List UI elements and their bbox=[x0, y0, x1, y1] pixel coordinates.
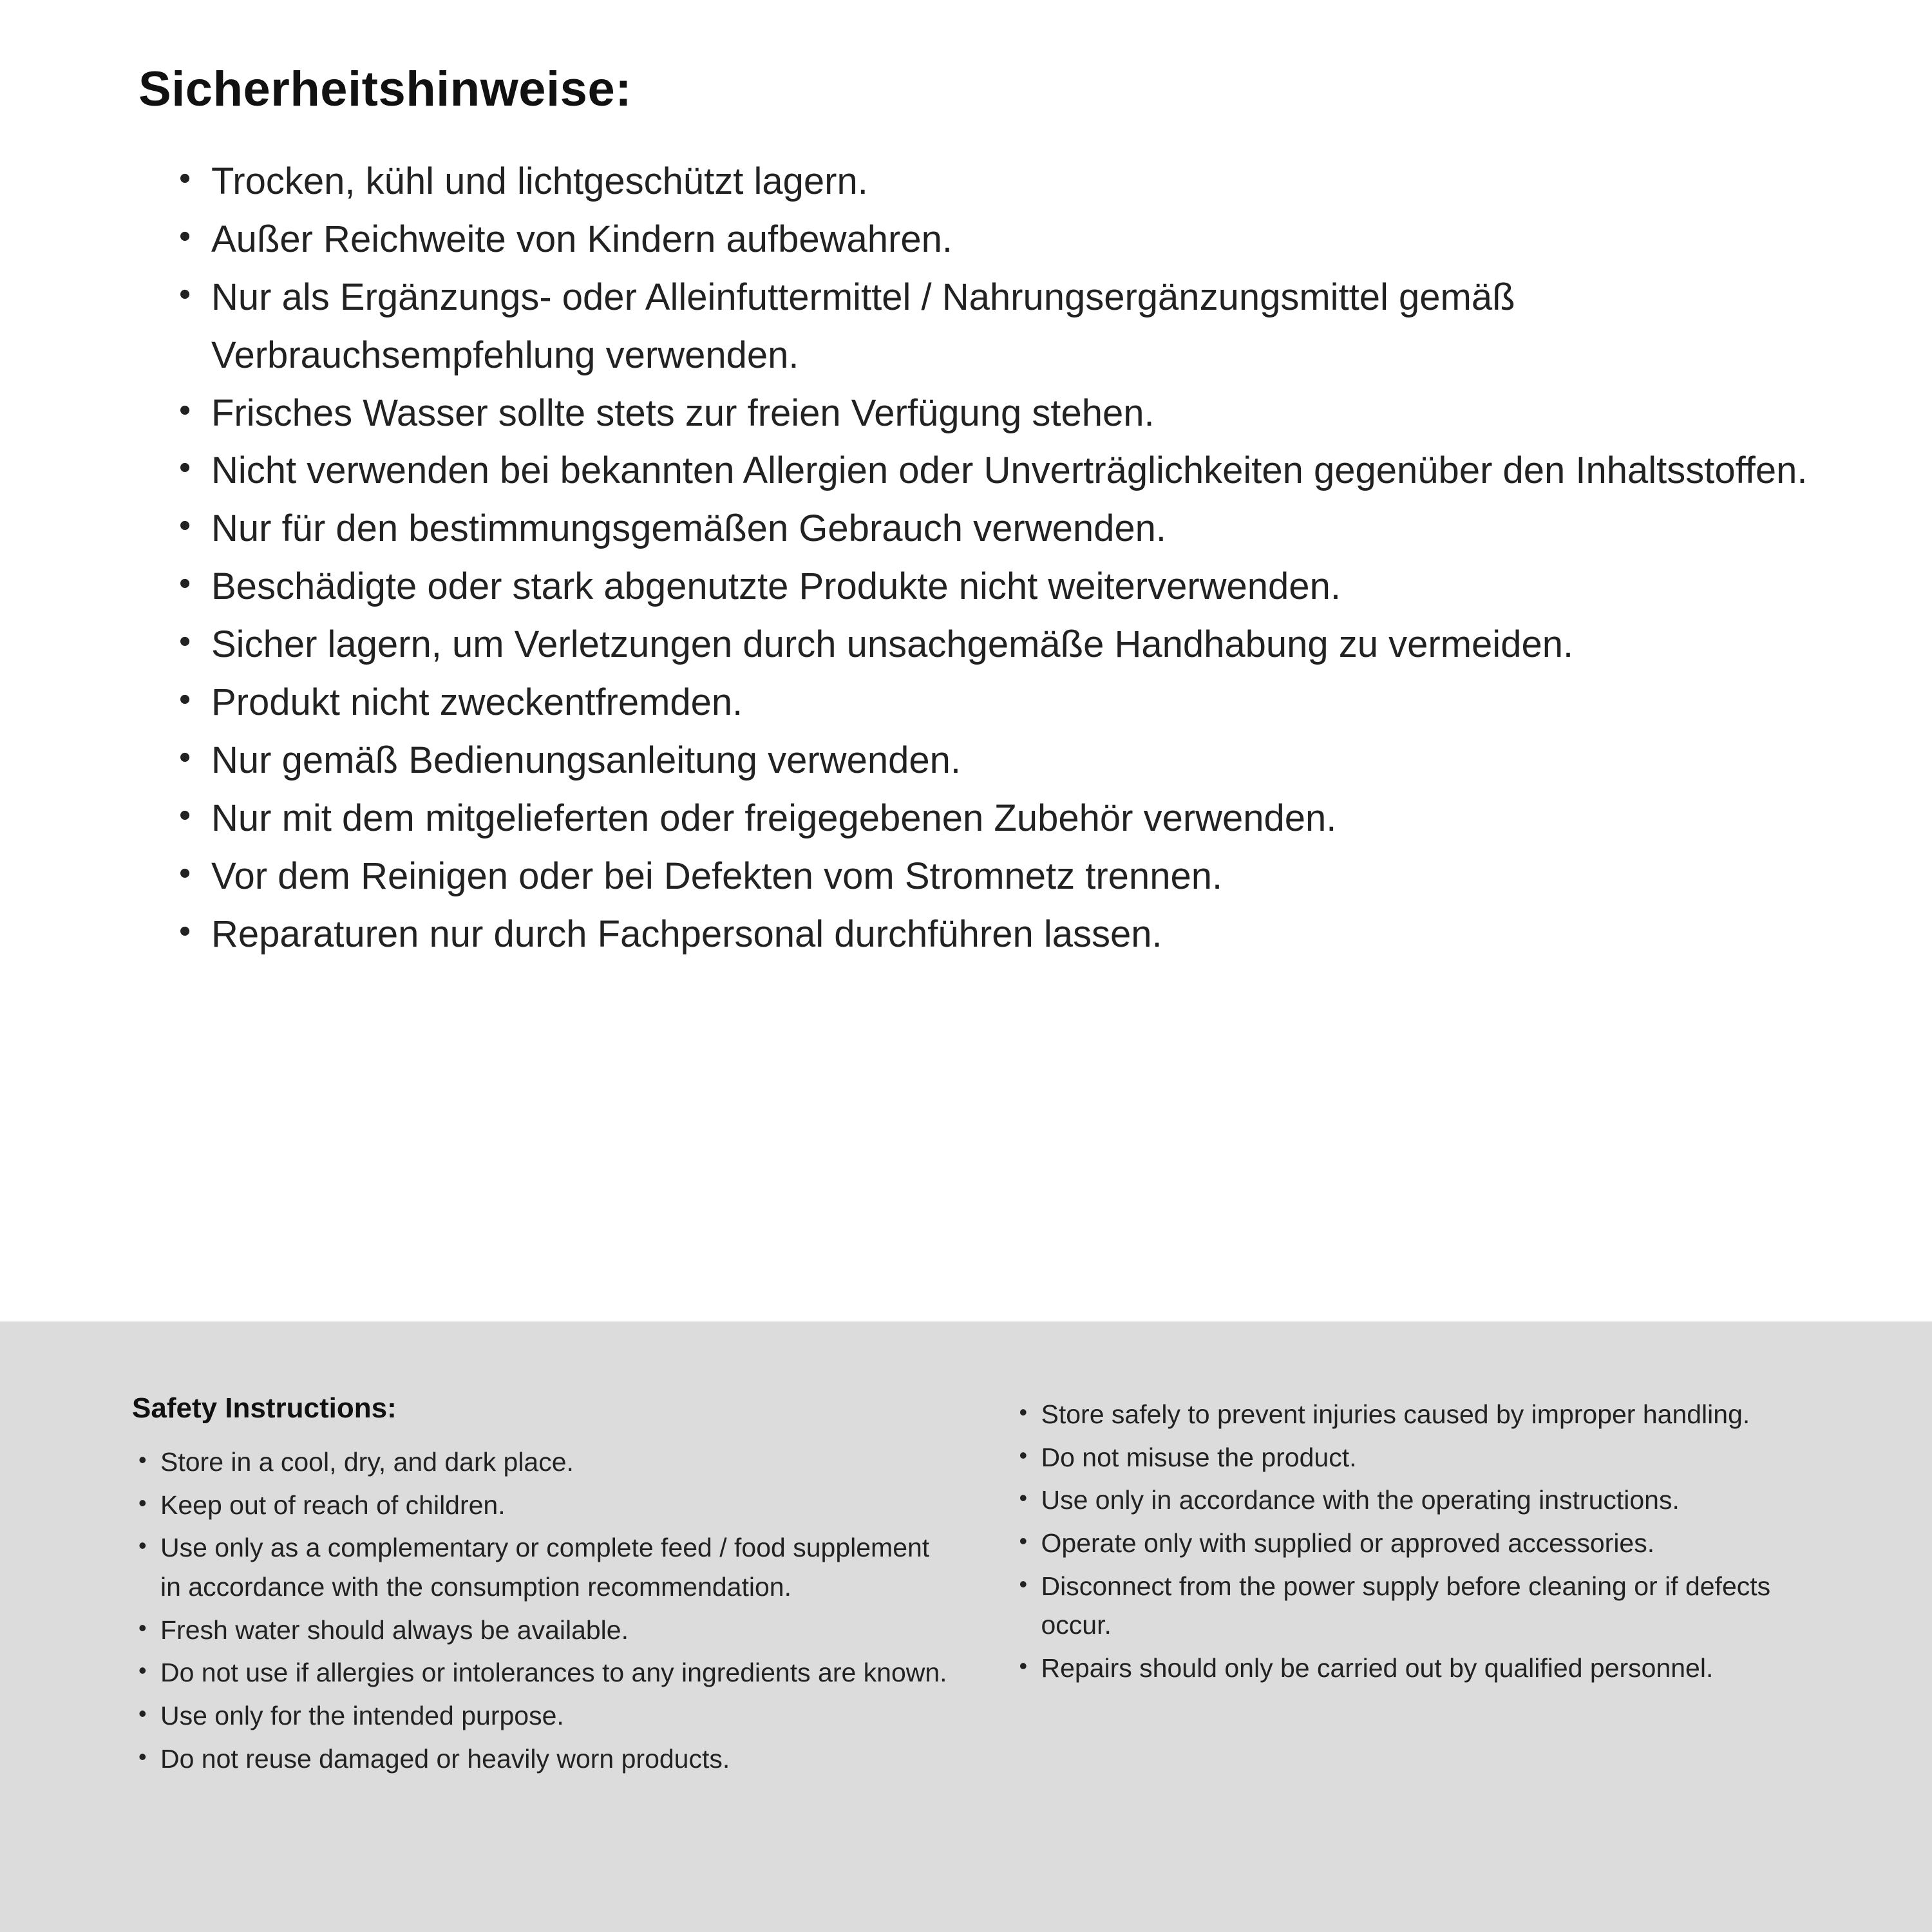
german-bullet-list bbox=[138, 153, 1835, 963]
list-item: • Repairs should only be carried out by qualified personnel. bbox=[1013, 1649, 1836, 1688]
english-safety-section bbox=[0, 1321, 1932, 1932]
list-item: • Use only in accordance with the operating instructions. bbox=[1013, 1481, 1836, 1520]
english-columns bbox=[132, 1392, 1835, 1782]
german-section-title: Sicherheitshinweise: bbox=[138, 62, 632, 117]
list-item: • Frisches Wasser sollte stets zur freien Verfügung stehen. bbox=[174, 384, 1835, 442]
list-item: • Store in a cool, dry, and dark place. bbox=[132, 1443, 955, 1482]
english-left-column bbox=[132, 1392, 955, 1782]
list-item: • Beschädigte oder stark abgenutzte Produkte nicht weiterverwenden. bbox=[174, 558, 1835, 616]
english-right-column bbox=[1013, 1392, 1836, 1782]
list-item: • Produkt nicht zweckentfremden. bbox=[174, 674, 1835, 732]
list-item: • Vor dem Reinigen oder bei Defekten vom Stromnetz trennen. bbox=[174, 848, 1835, 905]
list-item: • Operate only with supplied or approved accessories. bbox=[1013, 1524, 1836, 1563]
list-item: • Keep out of reach of children. bbox=[132, 1486, 955, 1525]
list-item: • Disconnect from the power supply before cleaning or if defects occur. bbox=[1013, 1567, 1836, 1645]
list-item: • Nur gemäß Bedienungsanleitung verwenden. bbox=[174, 732, 1835, 790]
list-item: • Außer Reichweite von Kindern aufbewahren. bbox=[174, 211, 1835, 269]
list-item: • Reparaturen nur durch Fachpersonal durchführen lassen. bbox=[174, 905, 1835, 963]
english-left-bullet-list bbox=[132, 1443, 955, 1778]
list-item: • Use only as a complementary or complete feed / food supplement in accordance with the consumption recommendation. bbox=[132, 1528, 955, 1606]
list-item: • Sicher lagern, um Verletzungen durch unsachgemäße Handhabung zu vermeiden. bbox=[174, 616, 1835, 674]
list-item: • Nur als Ergänzungs- oder Alleinfuttermittel / Nahrungsergänzungsmittel gemäß Verbrauchsempfehlung verwenden. bbox=[174, 269, 1835, 384]
list-item: • Do not misuse the product. bbox=[1013, 1438, 1836, 1477]
list-item: • Use only for the intended purpose. bbox=[132, 1696, 955, 1736]
english-right-bullet-list bbox=[1013, 1392, 1836, 1688]
list-item: • Fresh water should always be available. bbox=[132, 1611, 955, 1650]
list-item: • Store safely to prevent injuries caused by improper handling. bbox=[1013, 1395, 1836, 1434]
list-item: • Nur mit dem mitgelieferten oder freigegebenen Zubehör verwenden. bbox=[174, 790, 1835, 848]
list-item: • Trocken, kühl und lichtgeschützt lagern. bbox=[174, 153, 1835, 211]
list-item: • Do not reuse damaged or heavily worn products. bbox=[132, 1739, 955, 1779]
list-item: • Nicht verwenden bei bekannten Allergien oder Unverträglichkeiten gegenüber den Inhaltsstoffen. bbox=[174, 442, 1835, 500]
list-item: • Nur für den bestimmungsgemäßen Gebrauch verwenden. bbox=[174, 500, 1835, 558]
english-section-title: Safety Instructions: bbox=[132, 1392, 397, 1424]
german-safety-section bbox=[0, 0, 1932, 963]
list-item: • Do not use if allergies or intolerances to any ingredients are known. bbox=[132, 1653, 955, 1692]
